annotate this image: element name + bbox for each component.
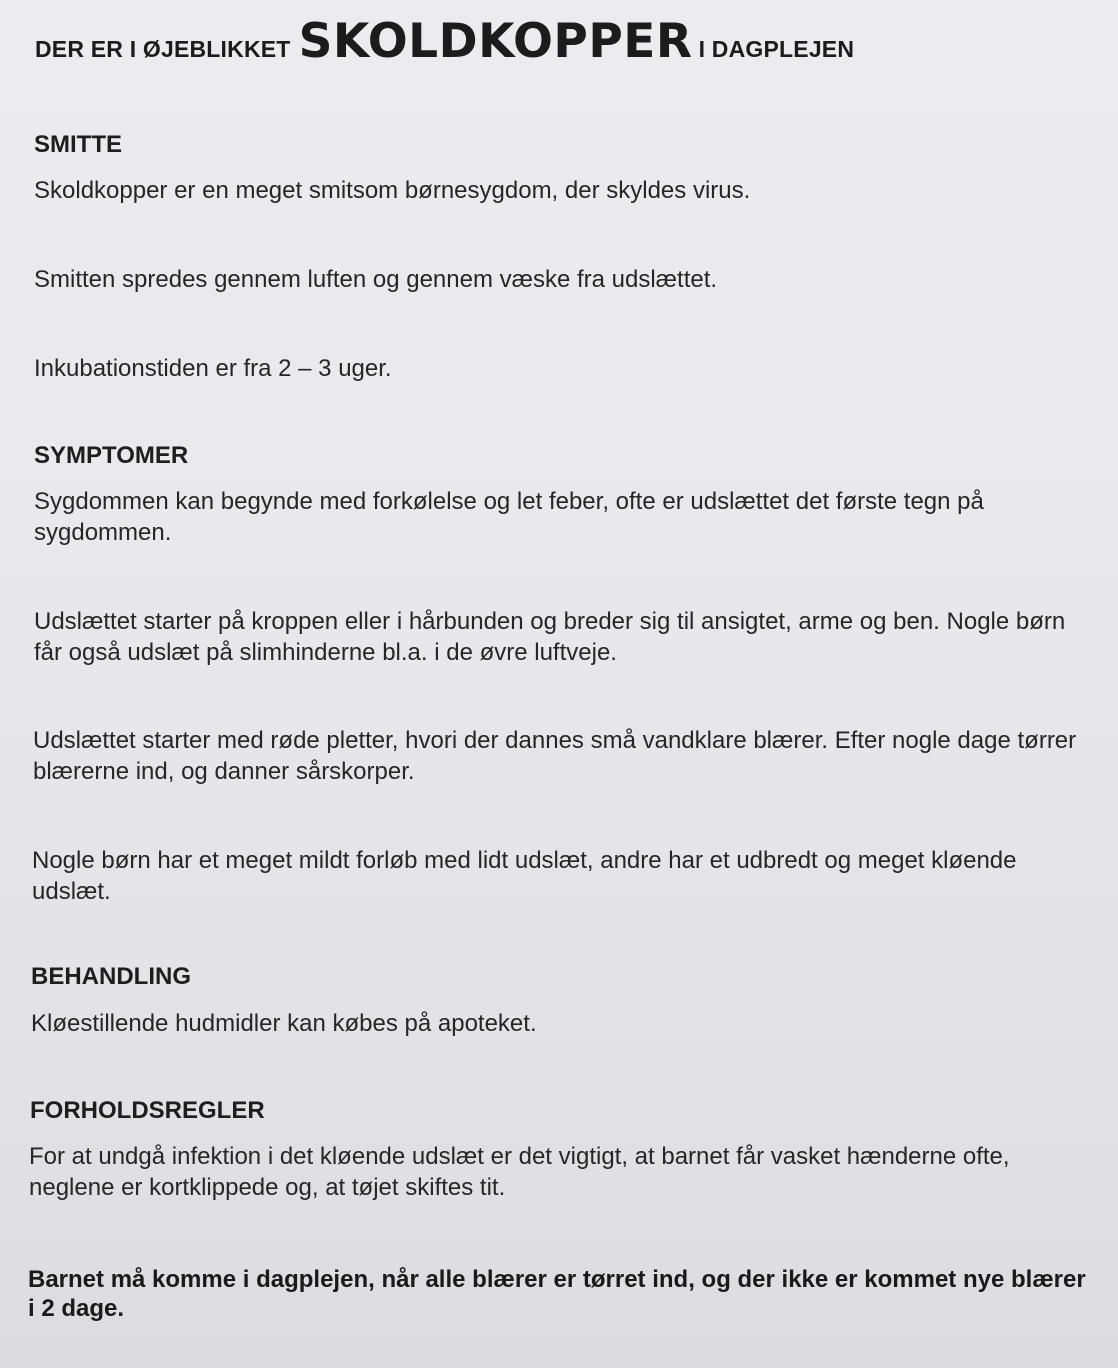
smitte-paragraph-2: Smitten spredes gennem luften og gennem væske fra udslættet.: [34, 266, 718, 293]
document-title: [35, 14, 854, 69]
symptomer-paragraph-2: Udslættet starter på kroppen eller i hårbunden og breder sig til ansigtet, arme og ben. Nogle børn får også udslæt på slimhinderne bl.a. i de øvre luftveje.: [34, 608, 1066, 666]
behandling-paragraph-1: Kløestillende hudmidler kan købes på apoteket.: [31, 1010, 537, 1037]
smitte-paragraph-1: Skoldkopper er en meget smitsom børnesygdom, der skyldes virus.: [34, 177, 751, 204]
heading-forholdsregler: FORHOLDSREGLER: [30, 1097, 265, 1124]
title-main: SKOLDKOPPER: [298, 14, 693, 69]
heading-smitte: SMITTE: [34, 131, 122, 158]
final-note: Barnet må komme i dagplejen, når alle blærer er tørret ind, og der ikke er kommet nye blærer i 2 dage.: [28, 1266, 1086, 1322]
title-prefix: DER ER I ØJEBLIKKET: [35, 36, 291, 62]
title-suffix: I DAGPLEJEN: [698, 36, 855, 62]
heading-behandling: BEHANDLING: [31, 963, 191, 990]
symptomer-paragraph-4: Nogle børn har et meget mildt forløb med lidt udslæt, andre har et udbredt og meget kløende udslæt.: [32, 847, 1017, 905]
smitte-paragraph-3: Inkubationstiden er fra 2 – 3 uger.: [34, 355, 392, 382]
heading-symptomer: SYMPTOMER: [34, 442, 189, 469]
symptomer-paragraph-1: Sygdommen kan begynde med forkølelse og let feber, ofte er udslættet det første tegn på sygdommen.: [34, 488, 984, 546]
symptomer-paragraph-3: Udslættet starter med røde pletter, hvori der dannes små vandklare blærer. Efter nogle dage tørrer blærerne ind, og danner sårskorper.: [33, 727, 1077, 785]
forholdsregler-paragraph-1: For at undgå infektion i det kløende udslæt er det vigtigt, at barnet får vasket hænderne ofte, neglene er kortklippede og, at tøjet skiftes tit.: [29, 1143, 1010, 1201]
